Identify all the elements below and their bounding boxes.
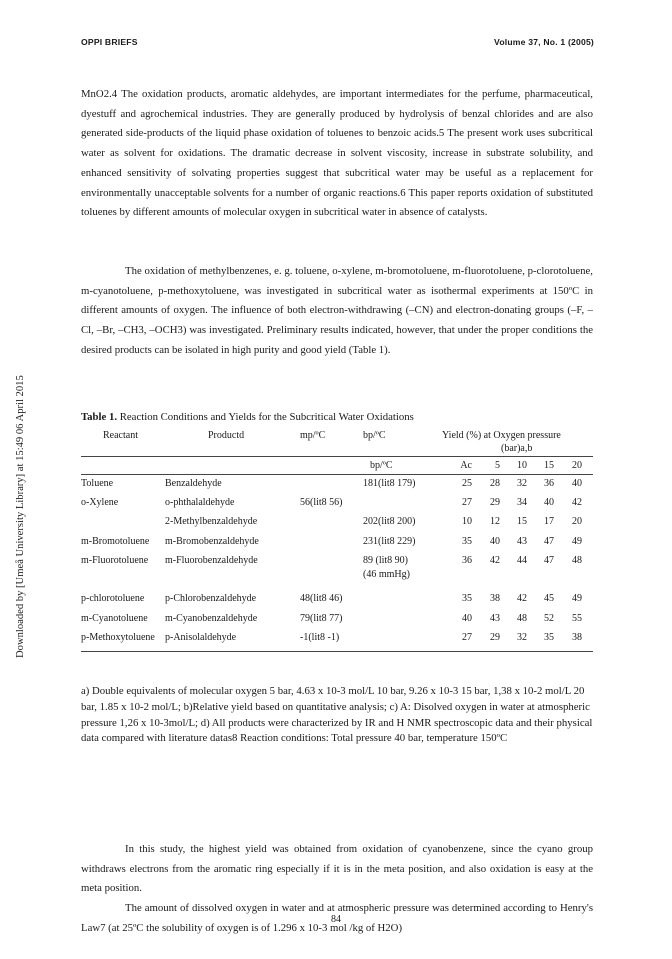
cell-product: 2-Methylbenzaldehyde <box>165 516 258 527</box>
col-header-yield: Yield (%) at Oxygen pressure <box>442 430 561 441</box>
cell-yield: 42 <box>490 555 500 566</box>
cell-yield: 27 <box>462 497 472 508</box>
methods-paragraph: The oxidation of methylbenzenes, e. g. toluene, o-xylene, m-bromotoluene, m-fluorotoluene, p-clorotoluene, m-cyanotoluene, p-methoxytoluene, was investigated in subcritical water as isothermal experiments at 150ºC in different amounts of oxygen. The influence of both electron-withdrawing (–CN) and electron-donating groups (–F, –Cl, –Br, –CH3, –OCH3) was investigated. Preliminary results indicated, however, that under the proper conditions the desired products can be isolated in high purity and good yield (Table 1). <box>81 265 593 356</box>
col-header-reactant: Reactant <box>103 430 138 441</box>
cell-yield: 42 <box>572 497 582 508</box>
cell-bp: 181(lit8 179) <box>363 478 416 489</box>
col-header-product: Productd <box>208 430 245 441</box>
cell-product: p-Anisolaldehyde <box>165 632 237 643</box>
cell-bp: 89 (lit8 90) <box>363 555 408 566</box>
results-text: In this study, the highest yield was obtained from oxidation of cyanobenzene, since the cyano group withdraws electrons from the aromatic ring especially if it is in the meta position, and also oxidation is easy at the meta position. <box>81 843 593 895</box>
cell-yield: 36 <box>544 478 554 489</box>
cell-yield: 55 <box>572 613 582 624</box>
col-header-bp: bp/ºC <box>363 430 386 441</box>
cell-yield: 49 <box>572 593 582 604</box>
col-header-pressure: Ac <box>460 460 472 471</box>
cell-reactant: Toluene <box>81 478 114 489</box>
cell-yield: 38 <box>490 593 500 604</box>
cell-mp: 56(lit8 56) <box>300 497 343 508</box>
cell-yield: 52 <box>544 613 554 624</box>
table-caption-label: Table 1. <box>81 411 118 423</box>
cell-yield: 38 <box>572 632 582 643</box>
cell-yield: 10 <box>462 516 472 527</box>
cell-yield: 25 <box>462 478 472 489</box>
cell-yield: 17 <box>544 516 554 527</box>
page-number: 84 <box>331 914 341 925</box>
col-header-pressure: 15 <box>544 460 554 471</box>
col-header-mp: mp/ºC <box>300 430 326 441</box>
cell-yield: 40 <box>572 478 582 489</box>
cell-yield: 35 <box>462 536 472 547</box>
cell-yield: 48 <box>517 613 527 624</box>
cell-yield: 34 <box>517 497 527 508</box>
cell-yield: 45 <box>544 593 554 604</box>
cell-mp: 48(lit8 46) <box>300 593 343 604</box>
cell-yield: 36 <box>462 555 472 566</box>
table-caption <box>81 411 414 423</box>
cell-product: Benzaldehyde <box>165 478 222 489</box>
col-header-pressure: 10 <box>517 460 527 471</box>
cell-product: m-Bromobenzaldehyde <box>165 536 259 547</box>
cell-yield: 35 <box>462 593 472 604</box>
table-subheader-rule <box>81 474 593 475</box>
cell-yield: 15 <box>517 516 527 527</box>
cell-yield: 35 <box>544 632 554 643</box>
cell-yield: 20 <box>572 516 582 527</box>
henry-law-text: The amount of dissolved oxygen in water and at atmospheric pressure was determined according to Henry's Law7 (at 25ºC the solubility of oxygen is of 1.296 x 10-3 mol /kg of H2O) <box>81 902 593 934</box>
running-header-volume: Volume 37, No. 1 (2005) <box>494 37 594 47</box>
col-header-bp-sub: bp/ºC <box>370 460 393 471</box>
cell-product: m-Cyanobenzaldehyde <box>165 613 258 624</box>
cell-yield: 40 <box>544 497 554 508</box>
cell-yield: 29 <box>490 497 500 508</box>
cell-yield: 48 <box>572 555 582 566</box>
cell-bp: 231(lit8 229) <box>363 536 416 547</box>
cell-yield: 47 <box>544 555 554 566</box>
cell-yield: 40 <box>462 613 472 624</box>
cell-yield: 43 <box>517 536 527 547</box>
cell-yield: 44 <box>517 555 527 566</box>
cell-bp: 202(lit8 200) <box>363 516 416 527</box>
col-header-yield-unit: (bar)a,b <box>501 443 533 454</box>
cell-yield: 43 <box>490 613 500 624</box>
cell-yield: 29 <box>490 632 500 643</box>
table-bottom-rule <box>81 651 593 652</box>
intro-paragraph: MnO2.4 The oxidation products, aromatic aldehydes, are important intermediates for the perfume, pharmaceutical, dyestuff and agrochemical industries. They are generally produced by hydrolysis of benzal chlorides and are also generated side-products of the liquid phase oxidation of toluenes to benzoic acids.5 The present work uses subcritical water as solvent for oxidations. The dramatic decrease in solvent viscosity, increase in substrate solubility, and enhanced sensitivity of solvating properties suggest that subcritical water may be useful as a replacement for environmentally unacceptable solvents for a number of organic reactions.6 This paper reports oxidation of substituted toluenes by different amounts of molecular oxygen in subcritical water in absence of catalysts. <box>81 88 593 219</box>
table-header-rule <box>81 456 593 457</box>
cell-bp-note: (46 mmHg) <box>363 569 410 580</box>
cell-yield: 32 <box>517 632 527 643</box>
running-header-journal: OPPI BRIEFS <box>81 37 138 47</box>
cell-reactant: m-Fluorotoluene <box>81 555 149 566</box>
cell-yield: 32 <box>517 478 527 489</box>
table-footnotes: a) Double equivalents of molecular oxygen 5 bar, 4.63 x 10-3 mol/L 10 bar, 9.26 x 10-3 15 bar, 1,38 x 10-2 mol/L 20 bar, 1.85 x 10-2 mol/L; b)Relative yield based on quantitative analysis; c) A: Disolved oxygen in water at atmospheric pressure 1,26 x 10-3mol/L; d) All products were characterized by IR and H NMR spectroscopic data and their physical data compared with literature datas8 Reaction conditions: Total pressure 40 bar, temperature 150ºC <box>81 685 593 745</box>
cell-yield: 49 <box>572 536 582 547</box>
cell-yield: 40 <box>490 536 500 547</box>
download-watermark: Downloaded by [Umeå University Library] at 15:49 06 April 2015 <box>15 375 26 658</box>
cell-reactant: m-Bromotoluene <box>81 536 150 547</box>
col-header-pressure: 5 <box>495 460 500 471</box>
cell-mp: 79(lit8 77) <box>300 613 343 624</box>
cell-product: m-Fluorobenzaldehyde <box>165 555 258 566</box>
cell-yield: 47 <box>544 536 554 547</box>
cell-reactant: p-Methoxytoluene <box>81 632 155 643</box>
cell-reactant: p-chlorotoluene <box>81 593 145 604</box>
cell-yield: 28 <box>490 478 500 489</box>
cell-reactant: o-Xylene <box>81 497 119 508</box>
cell-yield: 42 <box>517 593 527 604</box>
table-caption-text: Reaction Conditions and Yields for the Subcritical Water Oxidations <box>119 411 414 423</box>
cell-product: p-Chlorobenzaldehyde <box>165 593 257 604</box>
cell-mp: -1(lit8 -1) <box>300 632 340 643</box>
cell-product: o-phthalaldehyde <box>165 497 235 508</box>
cell-yield: 12 <box>490 516 500 527</box>
cell-yield: 27 <box>462 632 472 643</box>
col-header-pressure: 20 <box>572 460 582 471</box>
cell-reactant: m-Cyanotoluene <box>81 613 148 624</box>
